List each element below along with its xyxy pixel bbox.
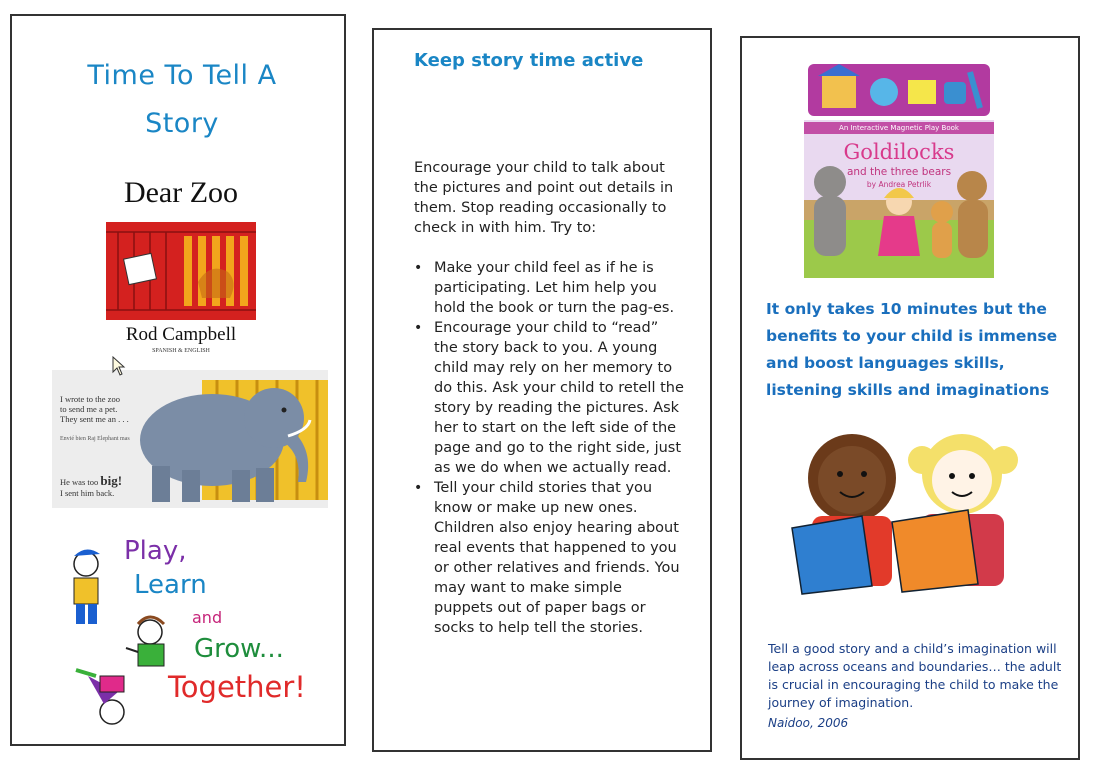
logo-word-grow: Grow...: [194, 634, 284, 664]
book-edition: SPANISH & ENGLISH: [152, 348, 210, 354]
kids-reading-illustration: [772, 420, 1062, 598]
book-author: by Andrea Petrlik: [866, 180, 932, 189]
bullet-icon: •: [414, 480, 423, 496]
logo-word-play: Play,: [124, 536, 187, 566]
list-item: [414, 318, 684, 478]
left-panel: [10, 14, 346, 746]
page-text-line: I wrote to the zoo: [60, 394, 120, 404]
brochure-title: [32, 52, 332, 148]
page-text-line: They sent me an . . .: [60, 414, 129, 424]
list-item-text: Tell your child stories that you know or make up new ones. Children also enjoy hearing about real events that happened to you or other relatives and friends. You may want to make simple puppets out of paper bags or socks to help tell the stories.: [434, 480, 680, 636]
dear-zoo-elephant-page: [52, 370, 328, 508]
dear-zoo-book-cover: [88, 172, 274, 358]
title-line-2: Story: [145, 108, 219, 139]
quote-text: Tell a good story and a child’s imagination will leap across oceans and boundaries… the adult is crucial in encouraging the child to make the journey of imagination.: [768, 641, 1062, 710]
right-panel: [740, 36, 1080, 760]
book-author: Rod Campbell: [125, 324, 237, 345]
book-subtitle: and the three bears: [846, 166, 952, 178]
mouse-cursor-icon: [112, 356, 126, 376]
play-learn-grow-logo: [52, 536, 322, 730]
book-title: Dear Zoo: [123, 176, 239, 209]
logo-word-together: Together!: [168, 670, 306, 704]
page-text-line: Envié bien Raj Elephant mas: [60, 436, 130, 442]
logo-word-and: and: [192, 608, 223, 627]
list-item: [414, 478, 684, 638]
goldilocks-book-cover: [804, 60, 994, 278]
tips-list: [414, 258, 684, 638]
page-text-line: to send me a pet.: [60, 404, 118, 414]
book-series-tag: An Interactive Magnetic Play Book: [804, 122, 994, 134]
magnet-pieces-illustration: [804, 60, 994, 120]
book-title: Goldilocks: [843, 140, 955, 164]
middle-panel: [372, 28, 712, 752]
page-text-line: I sent him back.: [60, 488, 115, 498]
intro-paragraph: Encourage your child to talk about the pictures and point out details in them. Stop reading occasionally to check in with him. Try to:: [414, 160, 674, 236]
section-heading: Keep story time active: [414, 50, 644, 71]
page-text-line: [60, 473, 123, 488]
page-text-emphasis: big!: [100, 473, 123, 488]
benefits-text: It only takes 10 minutes but the benefits to your child is immense and boost languages skills, listening skills and imaginations: [766, 300, 1058, 399]
page-text-fragment: He was too: [60, 477, 101, 487]
title-line-1: Time To Tell A: [87, 60, 277, 91]
bullet-icon: •: [414, 260, 423, 276]
list-item-text: Make your child feel as if he is participating. Let him help you hold the book or turn the pag-es.: [434, 260, 675, 316]
logo-word-learn: Learn: [134, 570, 207, 600]
bullet-icon: •: [414, 320, 423, 336]
zoo-crate-illustration: [106, 222, 256, 320]
list-item: [414, 258, 684, 318]
list-item-text: Encourage your child to “read” the story back to you. A young child may rely on her memory to do this. Ask your child to retell the story by reading the pictures. Ask her to start on the left side of the page and go to the right side, just as we do when we actually read.: [434, 320, 684, 476]
quote-citation: Naidoo, 2006: [768, 716, 849, 730]
